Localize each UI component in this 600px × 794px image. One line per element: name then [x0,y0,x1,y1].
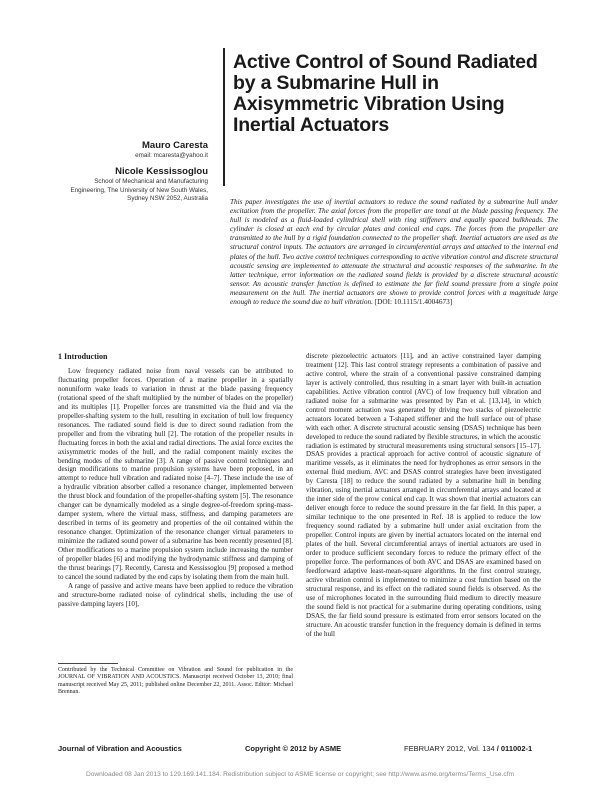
footer-journal: Journal of Vibration and Acoustics [58,744,182,753]
author-name: Mauro Caresta [142,140,208,151]
title-line: Inertial Actuators [233,114,390,136]
download-note: Downloaded 08 Jan 2013 to 129.169.141.184. Redistribution subject to ASME license or copyright; see http://www.asme.org/terms/Terms_Use.cfm [85,771,515,778]
author-name: Nicole Kessissoglou [115,166,208,178]
footnote: Contributed by the Technical Committee on Vibration and Sound for publication in the JOURNAL OF VIBRATION AND ACOUSTICS. Manuscript received October 13, 2010; final manuscript received May 25, 2011; published online December 22, 2011. Assoc. Editor: Michael Brennan. [58,667,293,696]
section-heading: 1 Introduction [58,352,108,361]
abstract [230,198,558,307]
body-column-right [306,352,541,639]
author-affiliation: Engineering, The University of New South Wales, [70,186,208,194]
abstract-text: This paper investigates the use of inertial actuators to reduce the sound radiated by a submarine hull under excitation from the propeller. The axial forces from the propeller are tonal at the blade passing frequency. The hull is modeled as a fluid-loaded cylindrical shell with ring stiffeners and equally spaced bulkheads. The cylinder is closed at each end by circular plates and conical end caps. The forces from the propeller are transmitted to the hull by a rigid foundation connected to the propeller shaft. Inertial actuators are used as the structural control inputs. The actuators are arranged in circumferential arrays and attached to the internal end plates of the hull. Two active control techniques corresponding to active vibration control and discrete structural acoustic sensing are implemented to attenuate the structural and acoustic responses of the submarine. In the latter technique, error information on the radiated sound fields is provided by a discrete structural acoustic sensor. An acoustic transfer function is defined to estimate the far field sound pressure from a single point measurement on the hull. The inertial actuators are shown to provide control forces with a magnitude large enough to reduce the sound due to hull vibration. [230,198,558,307]
paragraph: discrete piezoelectric actuators [11], and an active constrained layer damping treatment [12]. This last control strategy represents a combination of passive and active control, where the strain of a conventional passive constrained damping layer is actively controlled, thus resulting in a smart layer with built-in actuation capabilities. Active vibration control (AVC) of low frequency hull vibration and radiated noise for a submarine was presented by Pan et al. [13,14], in which control moment actuation was generated by driving two stacks of piezoelectric actuators located between a T-shaped stiffener and the hull surface out of phase with each other. A discrete structural acoustic sensing (DSAS) technique has been developed to reduce the sound radiated by flexible structures, in which the acoustic radiation is estimated by structural measurements using structural sensors [15–17]. DSAS provides a practical approach for active control of acoustic signature of maritime vessels, as it eliminates the need for hydrophones as error sensors in the external fluid medium. AVC and DSAS control strategies have been investigated by Caresta [18] to reduce the sound radiated by a submarine hull in bending vibration, using inertial actuators arranged in circumferential arrays and located at the inner side of the prow conical end cap. It was shown that inertial actuators can deliver enough force to reduce the sound pressure in the far field. In this paper, a similar technique to the one presented in Ref. 18 is applied to reduce the low frequency sound radiated by a submarine hull under axial excitation from the propeller. Control inputs are given by inertial actuators located on the internal end plates of the hull. Several circumferential arrays of inertial actuators are used in order to produce sufficient secondary forces to reduce the primary effect of the propeller force. The performances of both AVC and DSAS are examined based on feedforward adaptive least-mean-square algorithms. In the first control strategy, active vibration control is implemented to minimize a cost function based on the structural response, and its effect on the radiated sound fields is observed. As the use of microphones located in the surrounding fluid medium to directly measure the sound field is not practical for a submarine during operating conditions, using DSAS, the far field sound pressure is estimated from error sensors located on the structure. An acoustic transfer function in the frequency domain is defined in terms of the hull [306,352,541,638]
author-block [40,140,208,204]
author-affiliation: School of Mechanical and Manufacturing [94,178,208,186]
paragraph: A range of passive and active means have been applied to reduce the vibration and structure-borne radiated noise of cylindrical shells, including the use of passive damping layers [10], [58,581,293,608]
author-affiliation: Sydney NSW 2052, Australia [127,195,208,203]
title-line: Axisymmetric Vibration Using [233,93,505,115]
paragraph: Low frequency radiated noise from naval vessels can be attributed to fluctuating propeller forces. Operation of a marine propeller in a spatially nonuniform wake leads to variation in thrust at the blade passing frequency (rotational speed of the shaft multiplied by the number of blades on the propeller) and its multiples [1]. Propeller forces are transmitted via the fluid and via the propeller-shafting system to the hull, resulting in excitation of hull low frequency resonances. The radiated sound field is due to direct sound radiation from the propeller and from the vibrating hull [2]. The rotation of the propeller results in fluctuating forces in both the axial and radial directions. The axial force excites the axisymmetric modes of the hull, and the radial component mainly excites the bending modes of the submarine [3]. A range of passive control techniques and design modifications to marine propulsion systems have been proposed, in an attempt to reduce hull vibration and radiated noise [4–7]. These include the use of a hydraulic vibration absorber called a resonance changer, implemented between the thrust block and foundation of the propeller-shafting system [5]. The resonance changer can be dynamically modeled as a single degree-of-freedom spring-mass-damper system, where the virtual mass, stiffness, and damping parameters are described in terms of its geometry and properties of the oil contained within the resonance changer. Optimization of the resonance changer virtual parameters to minimize the radiated sound power of a submarine has been recently presented [8]. Other modifications to a marine propulsion system include increasing the number of propeller blades [6] and modifying the hydrodynamic stiffness and damping of the thrust bearings [7]. Recently, Caresta and Kessissoglou [9] proposed a method to cancel the sound radiated by the end caps by isolating them from the main hull. [58,367,293,581]
body-column-left [58,352,293,609]
title-line: by a Submarine Hull in [233,72,439,94]
paper-title [233,52,553,136]
doi-link[interactable]: [DOI: 10.1115/1.4004673] [374,298,453,307]
title-line: Active Control of Sound Radiated [233,51,538,73]
footnote-rule [58,663,118,664]
author-email: email: mcaresta@yahoo.it [135,152,208,159]
title-rule [223,48,225,186]
footer-issue [404,744,532,753]
footer-copyright: Copyright © 2012 by ASME [245,744,342,753]
footer-page-number: / 011002-1 [496,744,533,753]
footer-issue-date: FEBRUARY 2012, Vol. 134 [404,744,495,753]
